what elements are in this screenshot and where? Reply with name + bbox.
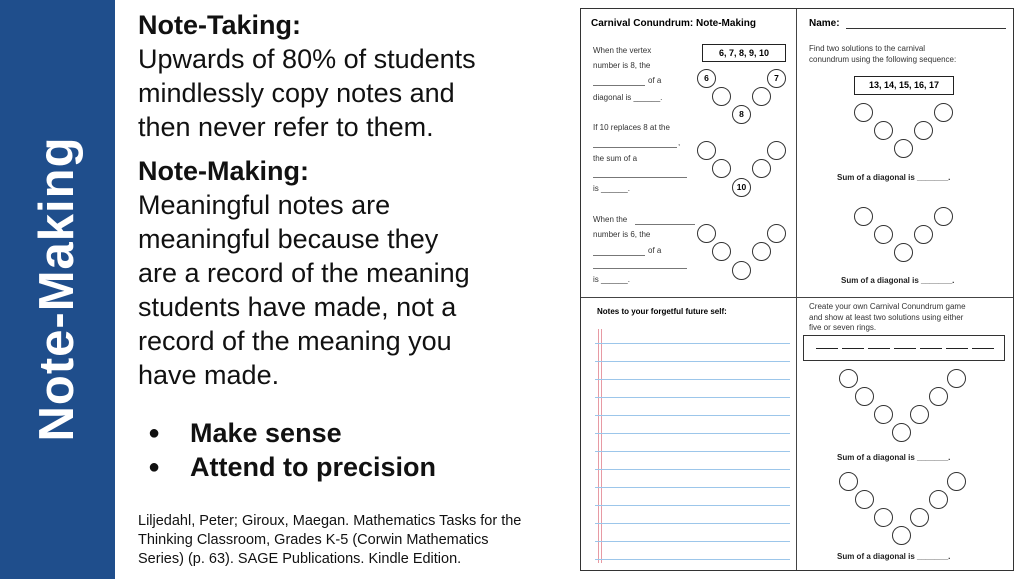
right-top-instructions: Find two solutions to the carnival conundrum using the following sequence: xyxy=(809,44,957,64)
ring xyxy=(947,369,966,388)
ring xyxy=(929,490,948,509)
ring xyxy=(752,87,771,106)
q1-line3: of a xyxy=(648,76,662,85)
note-taking-line: Upwards of 80% of students xyxy=(138,44,476,74)
note-making-body xyxy=(138,188,563,392)
bullet-item: ● Make sense xyxy=(138,416,563,450)
ring xyxy=(929,387,948,406)
note-taking-heading: Note-Taking: xyxy=(138,10,301,40)
ring xyxy=(874,508,893,527)
ring xyxy=(894,139,913,158)
ring xyxy=(697,141,716,160)
ring xyxy=(839,472,858,491)
ring xyxy=(712,159,731,178)
q1-line1: When the vertex xyxy=(593,46,652,55)
ring xyxy=(854,207,873,226)
q1-line4: diagonal is ______. xyxy=(593,93,663,102)
ring: 7 xyxy=(767,69,786,88)
citation xyxy=(138,512,563,569)
ring xyxy=(752,242,771,261)
q3-line4: is ______. xyxy=(593,275,630,284)
worksheet-title: Carnival Conundrum: Note-Making xyxy=(591,18,757,29)
ring xyxy=(892,423,911,442)
sum-line: Sum of a diagonal is _______. xyxy=(837,453,951,462)
ring xyxy=(854,103,873,122)
ring: 10 xyxy=(732,178,751,197)
citation-line: Thinking Classroom, Grades K-5 (Corwin Mathematics xyxy=(138,532,489,548)
sum-line: Sum of a diagonal is _______. xyxy=(837,173,951,182)
ring xyxy=(767,224,786,243)
name-label: Name: xyxy=(809,18,840,29)
ring xyxy=(752,159,771,178)
note-taking-line: mindlessly copy notes and xyxy=(138,78,455,108)
note-making-line: have made. xyxy=(138,360,280,390)
ring xyxy=(910,405,929,424)
ring xyxy=(855,490,874,509)
ring xyxy=(910,508,929,527)
ring xyxy=(947,472,966,491)
note-making-line: students have made, not a xyxy=(138,292,457,322)
note-making-line: Meaningful notes are xyxy=(138,190,391,220)
q3-line2: number is 6, the xyxy=(593,230,651,239)
ring xyxy=(934,207,953,226)
ring xyxy=(712,87,731,106)
note-making-line: record of the meaning you xyxy=(138,326,452,356)
ring xyxy=(697,224,716,243)
worksheet-image xyxy=(580,8,1014,571)
q2-line1: If 10 replaces 8 at the xyxy=(593,123,670,132)
ring xyxy=(874,405,893,424)
sum-line: Sum of a diagonal is _______. xyxy=(837,552,951,561)
ring xyxy=(874,225,893,244)
q2-line2: , xyxy=(678,138,681,147)
ring xyxy=(732,261,751,280)
ring xyxy=(767,141,786,160)
bullet-list xyxy=(138,416,563,484)
right-sequence-box: 13, 14, 15, 16, 17 xyxy=(854,76,954,95)
sum-line: Sum of a diagonal is _______. xyxy=(841,276,955,285)
bullet-item: ● Attend to precision xyxy=(138,450,563,484)
notes-title: Notes to your forgetful future self: xyxy=(597,307,727,316)
note-making-line: meaningful because they xyxy=(138,224,439,254)
note-making-line: are a record of the meaning xyxy=(138,258,470,288)
note-making-heading: Note-Making: xyxy=(138,156,309,186)
sidebar-title: Note-Making xyxy=(30,136,84,442)
notebook-paper xyxy=(595,329,790,563)
ring xyxy=(712,242,731,261)
note-taking-line: then never refer to them. xyxy=(138,112,434,142)
sidebar-banner xyxy=(0,0,115,579)
ring xyxy=(894,243,913,262)
name-line xyxy=(846,28,1006,29)
citation-line: Liljedahl, Peter; Giroux, Maegan. Mathematics Tasks for the xyxy=(138,513,522,529)
ring: 8 xyxy=(732,105,751,124)
ring xyxy=(855,387,874,406)
ring xyxy=(914,225,933,244)
q3-line3: of a xyxy=(648,246,662,255)
main-text xyxy=(138,8,563,484)
ring xyxy=(914,121,933,140)
ring xyxy=(839,369,858,388)
ring xyxy=(892,526,911,545)
q3-line1: When the xyxy=(593,215,628,224)
q1-line2: number is 8, the xyxy=(593,61,651,70)
citation-line: Series) (p. 63). SAGE Publications. Kindle Edition. xyxy=(138,551,462,567)
ring xyxy=(874,121,893,140)
ring xyxy=(934,103,953,122)
q2-line4: is ______. xyxy=(593,184,630,193)
q1-sequence-box: 6, 7, 8, 9, 10 xyxy=(702,44,786,62)
right-bottom-instructions: Create your own Carnival Conundrum game and show at least two solutions using either five or seven rings. xyxy=(809,302,966,332)
note-taking-body xyxy=(138,42,563,144)
ring: 6 xyxy=(697,69,716,88)
answer-blanks-box xyxy=(803,335,1005,361)
q2-line3: the sum of a xyxy=(593,154,638,163)
